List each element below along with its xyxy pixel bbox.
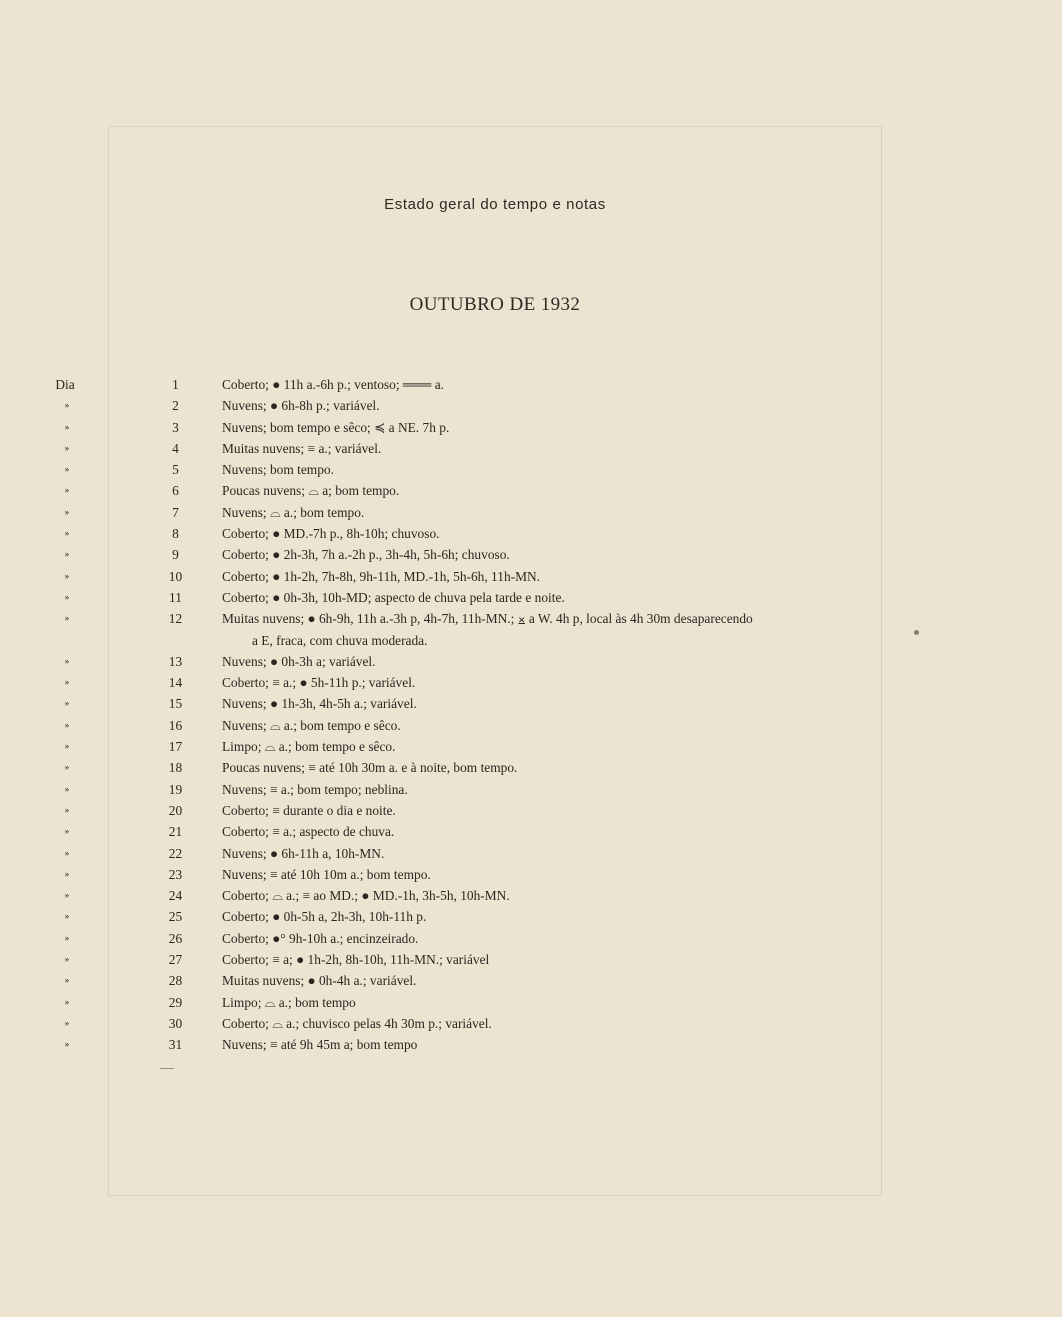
day-number: 8: [172, 526, 179, 542]
weather-note: [222, 992, 902, 1013]
list-item: [0, 970, 1062, 991]
repeat-mark: »: [64, 421, 70, 432]
weather-note: [222, 800, 902, 821]
repeat-mark: »: [64, 1017, 70, 1028]
list-item: [0, 843, 1062, 864]
repeat-mark: »: [64, 400, 70, 411]
list-item: [0, 417, 1062, 438]
list-item: [0, 757, 1062, 778]
weather-note-text: Coberto; ≡ a.; aspecto de chuva.: [222, 824, 395, 840]
weather-note-text: Nuvens; ≡ a.; bom tempo; neblina.: [222, 781, 408, 797]
day-number: 1: [172, 377, 179, 392]
weather-note-text: Coberto; ≡ a; ● 1h-2h, 8h-10h, 11h-MN.; variável: [222, 952, 490, 968]
list-item: [0, 1013, 1062, 1034]
weather-note-text: Coberto; ≡ durante o dia e noite.: [222, 802, 396, 818]
weather-note-text: Coberto; ● 1h-2h, 7h-8h, 9h-11h, MD.-1h, 5h-6h, 11h-MN.: [222, 568, 541, 584]
repeat-mark: »: [64, 570, 70, 581]
list-item: [0, 992, 1062, 1013]
list-item: [0, 587, 1062, 608]
repeat-mark: »: [64, 442, 70, 453]
day-number: 31: [168, 1037, 183, 1053]
day-number: 30: [168, 1015, 183, 1031]
list-item: [0, 693, 1062, 714]
weather-note: [222, 587, 902, 608]
weather-note: [222, 374, 902, 395]
weather-note-text: Nuvens; ● 0h-3h a; variável.: [222, 653, 376, 669]
repeat-mark: »: [64, 655, 70, 666]
month-title: OUTUBRO DE 1932: [409, 294, 581, 315]
weather-note-text: Coberto; ⌓ a.; chuvisco pelas 4h 30m p.; variável.: [222, 1015, 492, 1031]
day-number: 27: [168, 952, 183, 968]
paper-speck: [914, 630, 919, 635]
list-item: [0, 736, 1062, 757]
weather-note: [222, 928, 902, 949]
weather-note: [222, 459, 902, 480]
repeat-mark: »: [64, 996, 70, 1007]
list-item: [0, 608, 1062, 651]
repeat-mark: »: [64, 528, 70, 539]
weather-note-text: Coberto; ● 0h-3h, 10h-MD; aspecto de chuva pela tarde e noite.: [222, 589, 565, 605]
list-item: [0, 715, 1062, 736]
list-item: [0, 395, 1062, 416]
weather-note-text: Limpo; ⌓ a.; bom tempo e sêco.: [222, 739, 396, 755]
weather-note: [222, 779, 902, 800]
day-number: 7: [172, 504, 179, 520]
day-number: 26: [168, 930, 183, 946]
column-label: Dia: [55, 377, 75, 392]
repeat-mark: »: [64, 932, 70, 943]
list-item: [0, 651, 1062, 672]
weather-note: [222, 566, 902, 587]
repeat-mark: »: [64, 783, 70, 794]
weather-note: [222, 693, 902, 714]
weather-note: [222, 949, 902, 970]
list-item: [0, 480, 1062, 501]
list-item: [0, 523, 1062, 544]
list-item: [0, 821, 1062, 842]
weather-note: [222, 970, 902, 991]
weather-note: [222, 715, 902, 736]
repeat-mark: »: [64, 719, 70, 730]
day-number: 3: [172, 419, 179, 435]
day-number: 20: [168, 802, 183, 818]
day-number: 24: [168, 888, 183, 904]
repeat-mark: »: [64, 613, 70, 624]
day-number: 4: [172, 440, 179, 456]
weather-note-text: Muitas nuvens; ● 6h-9h, 11h a.-3h p, 4h-7h, 11h-MN.; ⨱ a W. 4h p, local às 4h 30m desaparecendo: [222, 611, 753, 627]
weather-note: [222, 417, 902, 438]
day-number: 21: [168, 824, 183, 840]
list-item: [0, 566, 1062, 587]
weather-note: [222, 864, 902, 885]
weather-note-text: Muitas nuvens; ≡ a.; variável.: [222, 440, 382, 456]
list-item: [0, 949, 1062, 970]
day-number: 16: [168, 717, 183, 733]
day-number: 6: [172, 483, 179, 499]
weather-note-text: Nuvens; ● 6h-11h a, 10h-MN.: [222, 845, 385, 861]
weather-note: [222, 438, 902, 459]
weather-note-text: Muitas nuvens; ● 0h-4h a.; variável.: [222, 973, 417, 989]
repeat-mark: »: [64, 464, 70, 475]
list-item: [0, 438, 1062, 459]
weather-note-text: Nuvens; ≡ até 9h 45m a; bom tempo: [222, 1037, 418, 1053]
weather-note-text: Nuvens; ● 6h-8h p.; variável.: [222, 398, 380, 414]
list-item: [0, 906, 1062, 927]
day-number: 28: [168, 973, 183, 989]
weather-note: [222, 821, 902, 842]
weather-note: [222, 736, 902, 757]
day-number: 17: [168, 739, 183, 755]
weather-note: [222, 395, 902, 416]
weather-note-text: Nuvens; ≡ até 10h 10m a.; bom tempo.: [222, 866, 431, 882]
weather-note-text: Coberto; ⌓ a.; ≡ ao MD.; ● MD.-1h, 3h-5h, 10h-MN.: [222, 888, 510, 904]
repeat-mark: »: [64, 868, 70, 879]
weather-note: [222, 906, 902, 927]
repeat-mark: »: [64, 549, 70, 560]
list-item: [0, 928, 1062, 949]
day-number: 25: [168, 909, 183, 925]
repeat-mark: »: [64, 847, 70, 858]
day-number: 22: [168, 845, 183, 861]
day-number: 9: [172, 547, 179, 563]
weather-note-text: Poucas nuvens; ≡ até 10h 30m a. e à noite, bom tempo.: [222, 760, 518, 776]
weather-note: [222, 651, 902, 672]
day-number: 15: [168, 696, 183, 712]
weather-note: [222, 544, 902, 565]
list-item: [0, 544, 1062, 565]
weather-note-text: Coberto; ●° 9h-10h a.; encinzeirado.: [222, 930, 419, 946]
weather-note-text: Coberto; ● 11h a.-6h p.; ventoso; ═══ a.: [222, 377, 445, 392]
repeat-mark: »: [64, 890, 70, 901]
day-number: 2: [172, 398, 179, 414]
day-number: 18: [168, 760, 183, 776]
day-number: 13: [168, 653, 183, 669]
weather-note: [222, 757, 902, 778]
weather-note: [222, 1034, 902, 1055]
weather-note: [222, 523, 902, 544]
weather-note-text: Nuvens; bom tempo.: [222, 462, 334, 478]
list-item: [0, 800, 1062, 821]
weather-note: [222, 502, 902, 523]
repeat-mark: »: [64, 911, 70, 922]
weather-note-text: Coberto; ≡ a.; ● 5h-11h p.; variável.: [222, 675, 416, 691]
list-item: [0, 885, 1062, 906]
weather-note-text: Coberto; ● MD.-7h p., 8h-10h; chuvoso.: [222, 526, 440, 542]
list-item: [0, 779, 1062, 800]
weather-note: [222, 608, 902, 651]
footer-rule: [160, 1068, 174, 1069]
repeat-mark: »: [64, 826, 70, 837]
section-heading: Estado geral do tempo e notas: [384, 196, 606, 213]
weather-note: [222, 885, 902, 906]
day-number: 11: [169, 589, 182, 605]
weather-note-text: Coberto; ● 2h-3h, 7h a.-2h p., 3h-4h, 5h-6h; chuvoso.: [222, 547, 510, 563]
repeat-mark: »: [64, 954, 70, 965]
weather-note-continuation: a E, fraca, com chuva moderada.: [252, 632, 428, 648]
list-item: [0, 502, 1062, 523]
day-number: 29: [168, 994, 183, 1010]
repeat-mark: »: [64, 975, 70, 986]
day-number: 23: [168, 866, 183, 882]
weather-note: [222, 1013, 902, 1034]
weather-note-text: Poucas nuvens; ⌓ a; bom tempo.: [222, 483, 400, 499]
weather-note-text: Coberto; ● 0h-5h a, 2h-3h, 10h-11h p.: [222, 909, 427, 925]
repeat-mark: »: [64, 677, 70, 688]
day-number: 5: [172, 462, 179, 478]
repeat-mark: »: [64, 804, 70, 815]
repeat-mark: »: [64, 762, 70, 773]
day-number: 19: [168, 781, 183, 797]
list-item: [0, 1034, 1062, 1055]
list-item: [0, 864, 1062, 885]
list-item: [0, 459, 1062, 480]
weather-note: [222, 672, 902, 693]
repeat-mark: »: [64, 1039, 70, 1050]
repeat-mark: »: [64, 698, 70, 709]
list-item: [0, 672, 1062, 693]
weather-note: [222, 480, 902, 501]
daily-entries-list: [0, 374, 1062, 1056]
weather-note-text: Nuvens; ● 1h-3h, 4h-5h a.; variável.: [222, 696, 417, 712]
repeat-mark: »: [64, 591, 70, 602]
weather-note: [222, 843, 902, 864]
repeat-mark: »: [64, 485, 70, 496]
day-number: 14: [168, 675, 183, 691]
day-number: 12: [168, 611, 183, 627]
weather-note-text: Nuvens; ⌓ a.; bom tempo e sêco.: [222, 717, 401, 733]
weather-note-text: Nuvens; bom tempo e sêco; ≼ a NE. 7h p.: [222, 419, 450, 435]
repeat-mark: »: [64, 506, 70, 517]
list-item: [0, 374, 1062, 395]
day-number: 10: [168, 568, 183, 584]
repeat-mark: »: [64, 741, 70, 752]
weather-note-text: Limpo; ⌓ a.; bom tempo: [222, 994, 356, 1010]
weather-note-text: Nuvens; ⌓ a.; bom tempo.: [222, 504, 365, 520]
